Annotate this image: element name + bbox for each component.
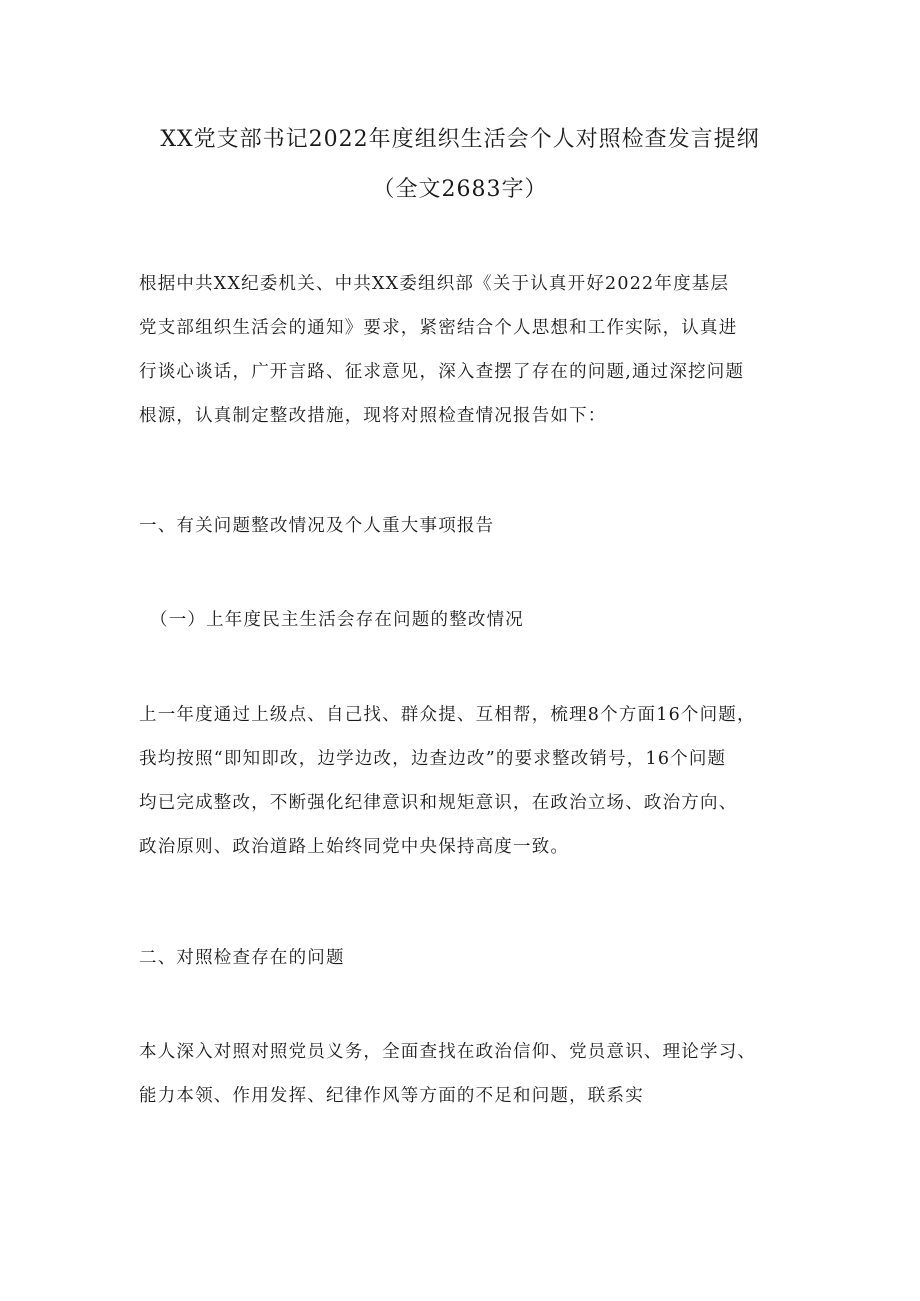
rectification-paragraph [139, 693, 799, 869]
intro-line: 根源，认真制定整改措施，现将对照检查情况报告如下： [139, 406, 607, 426]
rectification-line: 上一年度通过上级点、自己找、群众提、互相帮，梳理8个方面16个问题， [139, 705, 756, 725]
self-check-paragraph [139, 1030, 799, 1118]
intro-paragraph [139, 262, 799, 438]
self-check-line: 能力本领、作用发挥、纪律作风等方面的不足和问题，联系实 [139, 1086, 644, 1106]
rectification-line: 政治原则、政治道路上始终同党中央保持高度一致。 [139, 837, 570, 857]
rectification-line: 我均按照“即知即改，边学边改，边查边改”的要求整改销号，16个问题 [139, 749, 727, 769]
self-check-line: 本人深入对照对照党员义务，全面查找在政治信仰、党员意识、理论学习、 [139, 1042, 757, 1062]
intro-line: 党支部组织生活会的通知》要求，紧密结合个人思想和工作实际，认真进 [139, 318, 738, 338]
rectification-line: 均已完成整改，不断强化纪律意识和规矩意识，在政治立场、政治方向、 [139, 793, 738, 813]
document-title: XX党支部书记2022年度组织生活会个人对照检查发言提纲 [160, 127, 760, 152]
section-1-1-heading: （一）上年度民主生活会存在问题的整改情况 [150, 610, 524, 630]
section-2-heading: 二、对照检查存在的问题 [139, 948, 345, 968]
section-1-heading: 一、有关问题整改情况及个人重大事项报告 [139, 516, 495, 536]
intro-line: 行谈心谈话，广开言路、征求意见，深入查摆了存在的问题,通过深挖问题 [139, 362, 745, 382]
intro-line: 根据中共XX纪委机关、中共XX委组织部《关于认真开好2022年度基层 [139, 274, 730, 294]
document-subtitle-word-count: （全文2683字） [372, 177, 548, 202]
